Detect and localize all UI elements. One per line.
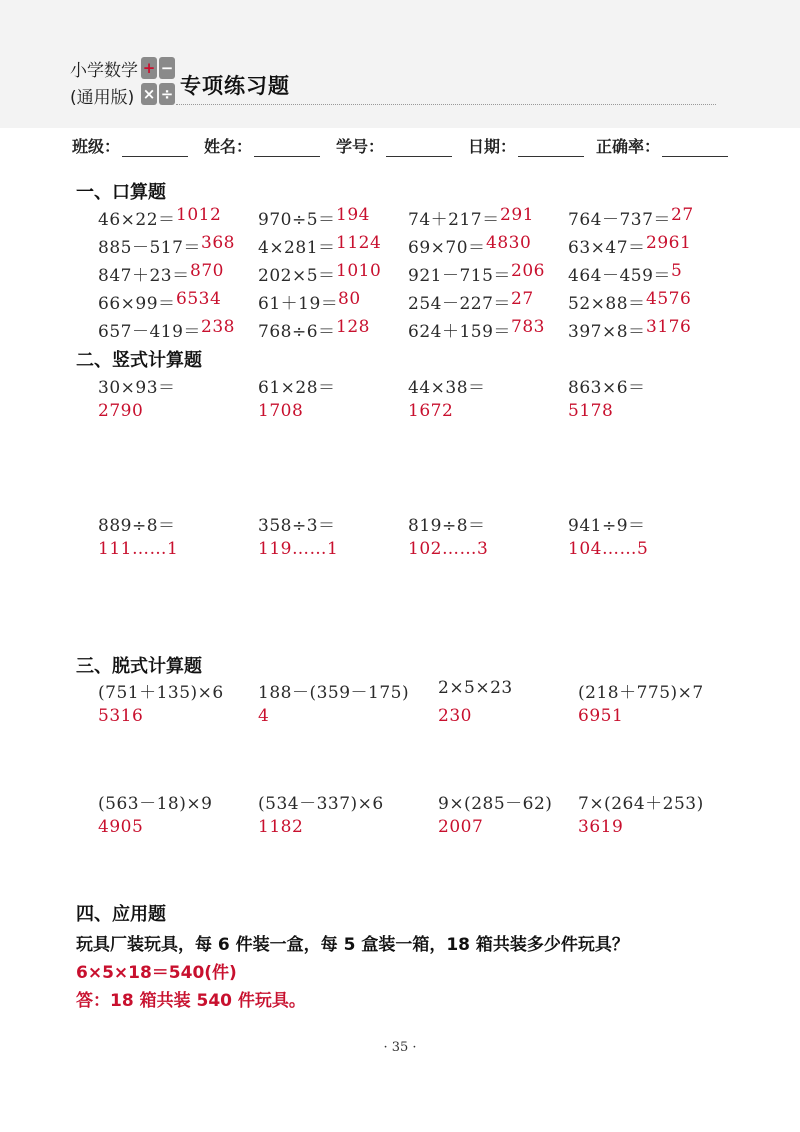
- exercise-question: 61＋19＝: [258, 294, 339, 314]
- exercise-answer: 119……1: [258, 539, 339, 559]
- exercise-question: (563－18)×9: [98, 794, 213, 814]
- exercise-answer: 194: [336, 205, 370, 225]
- exercise-answer: 4905: [98, 817, 144, 837]
- exercise-question: 7×(264＋253): [578, 794, 704, 814]
- exercise-answer: 291: [500, 205, 534, 225]
- divide-icon: ÷: [160, 85, 174, 103]
- exercise-answer: 238: [201, 317, 235, 337]
- exercise-question: 52×88＝: [568, 294, 646, 314]
- exercise-answer: 128: [336, 317, 370, 337]
- exercise-answer: 4576: [646, 289, 692, 309]
- exercise-question: 624＋159＝: [408, 322, 511, 342]
- exercise-question: 657－419＝: [98, 322, 201, 342]
- exercise-question: 358÷3＝: [258, 516, 336, 536]
- brand-line2: (通用版): [70, 88, 135, 108]
- exercise-answer: 80: [338, 289, 361, 309]
- exercise-answer: 1182: [258, 817, 304, 837]
- title-rule: [176, 104, 716, 105]
- info-accuracy-label: 正确率：: [596, 137, 661, 156]
- page-title: 专项练习题: [180, 74, 290, 98]
- exercise-answer: 368: [201, 233, 235, 253]
- word-problem-question: 玩具厂装玩具，每 6 件装一盒，每 5 盒装一箱，18 箱共装多少件玩具？: [76, 935, 629, 955]
- exercise-question: 2×5×23: [438, 678, 513, 698]
- exercise-answer: 104……5: [568, 539, 649, 559]
- word-problem-solution: 6×5×18＝540(件): [76, 963, 237, 983]
- exercise-answer: 2790: [98, 401, 144, 421]
- exercise-question: 885－517＝: [98, 238, 201, 258]
- exercise-answer: 1012: [176, 205, 222, 225]
- exercise-question: 863×6＝: [568, 378, 646, 398]
- exercise-question: 46×22＝: [98, 210, 176, 230]
- exercise-answer: 111……1: [98, 539, 179, 559]
- exercise-question: 63×47＝: [568, 238, 646, 258]
- exercise-question: 66×99＝: [98, 294, 176, 314]
- exercise-question: 889÷8＝: [98, 516, 176, 536]
- section-title-stepwise: 三、脱式计算题: [76, 656, 202, 677]
- exercise-answer: 1708: [258, 401, 304, 421]
- info-name-blank[interactable]: [254, 140, 320, 157]
- info-student-id-label: 学号：: [336, 137, 385, 156]
- exercise-question: 941÷9＝: [568, 516, 646, 536]
- exercise-question: 9×(285－62): [438, 794, 553, 814]
- info-accuracy-blank[interactable]: [662, 140, 728, 157]
- exercise-answer: 1672: [408, 401, 454, 421]
- exercise-question: 69×70＝: [408, 238, 486, 258]
- info-name-label: 姓名：: [204, 137, 253, 156]
- exercise-question: 74＋217＝: [408, 210, 500, 230]
- exercise-answer: 5178: [568, 401, 614, 421]
- exercise-answer: 27: [511, 289, 534, 309]
- section-title-vertical: 二、竖式计算题: [76, 350, 202, 371]
- info-name: [204, 134, 320, 157]
- exercise-question: 61×28＝: [258, 378, 336, 398]
- exercise-question: 44×38＝: [408, 378, 486, 398]
- info-accuracy: [596, 134, 728, 157]
- exercise-answer: 6951: [578, 706, 624, 726]
- page-number: · 35 ·: [383, 1040, 417, 1055]
- info-class-blank[interactable]: [122, 140, 188, 157]
- exercise-answer: 6534: [176, 289, 222, 309]
- exercise-answer: 783: [511, 317, 545, 337]
- info-date: [468, 134, 584, 157]
- info-student-id-blank[interactable]: [386, 140, 452, 157]
- exercise-answer: 870: [190, 261, 224, 281]
- series-brand: [70, 56, 720, 108]
- exercise-answer: 5: [671, 261, 683, 281]
- info-date-blank[interactable]: [518, 140, 584, 157]
- exercise-question: (218＋775)×7: [578, 683, 704, 703]
- exercise-answer: 3176: [646, 317, 692, 337]
- exercise-answer: 230: [438, 706, 472, 726]
- plus-icon: +: [142, 59, 156, 77]
- exercise-answer: 4: [258, 706, 270, 726]
- word-problem-answer: 答：18 箱共装 540 件玩具。: [76, 991, 306, 1011]
- info-class: [72, 134, 188, 157]
- exercise-answer: 1010: [336, 261, 382, 281]
- exercise-answer: 2007: [438, 817, 484, 837]
- info-class-label: 班级：: [72, 137, 121, 156]
- exercise-answer: 102……3: [408, 539, 489, 559]
- exercise-question: 4×281＝: [258, 238, 336, 258]
- exercise-question: 970÷5＝: [258, 210, 336, 230]
- exercise-answer: 206: [511, 261, 545, 281]
- exercise-question: 254－227＝: [408, 294, 511, 314]
- student-info-row: [72, 134, 732, 158]
- exercise-question: (751＋135)×6: [98, 683, 224, 703]
- exercise-question: 768÷6＝: [258, 322, 336, 342]
- exercise-question: 764－737＝: [568, 210, 671, 230]
- info-student-id: [336, 134, 452, 157]
- exercise-answer: 5316: [98, 706, 144, 726]
- exercise-question: 202×5＝: [258, 266, 336, 286]
- exercise-question: 188－(359－175): [258, 683, 410, 703]
- minus-icon: −: [160, 59, 174, 77]
- section-title-word-problem: 四、应用题: [76, 904, 166, 925]
- exercise-question: 921－715＝: [408, 266, 511, 286]
- exercise-question: 464－459＝: [568, 266, 671, 286]
- brand-line1: 小学数学: [70, 61, 138, 81]
- multiply-icon: ×: [142, 85, 156, 103]
- info-date-label: 日期：: [468, 137, 517, 156]
- exercise-answer: 4830: [486, 233, 532, 253]
- section-title-mental: 一、口算题: [76, 182, 166, 203]
- exercise-question: (534－337)×6: [258, 794, 384, 814]
- exercise-question: 397×8＝: [568, 322, 646, 342]
- exercise-answer: 1124: [336, 233, 382, 253]
- exercise-question: 847＋23＝: [98, 266, 190, 286]
- exercise-question: 819÷8＝: [408, 516, 486, 536]
- exercise-question: 30×93＝: [98, 378, 176, 398]
- exercise-answer: 27: [671, 205, 694, 225]
- operator-icons: [141, 57, 177, 107]
- exercise-answer: 2961: [646, 233, 692, 253]
- exercise-answer: 3619: [578, 817, 624, 837]
